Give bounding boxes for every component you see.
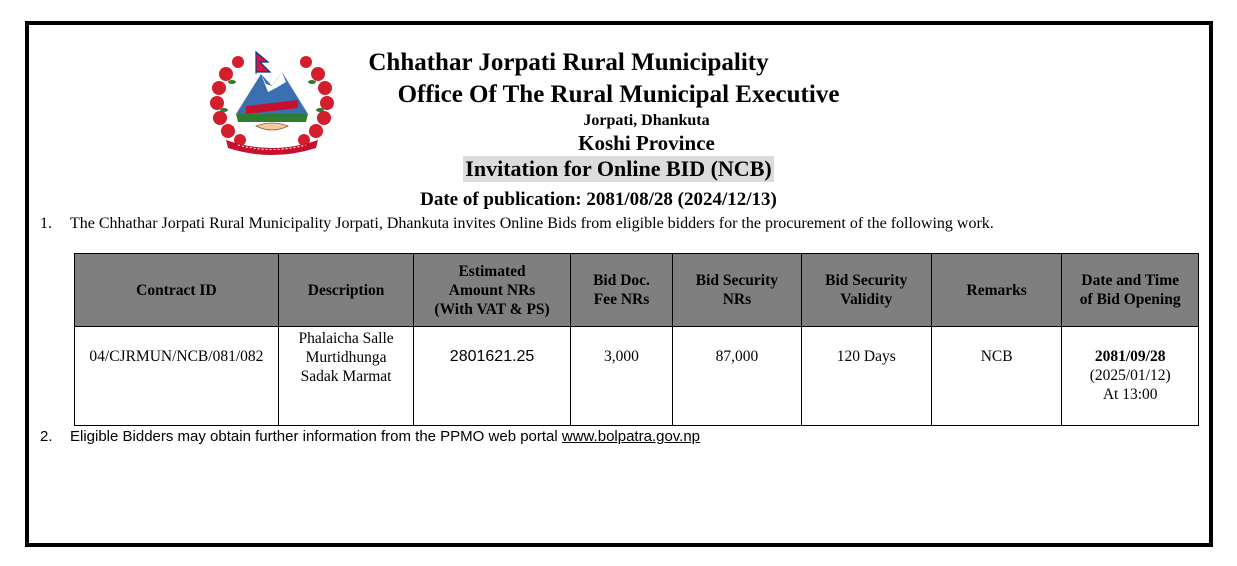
cell-estimated-amount: 2801621.25	[414, 327, 570, 426]
paragraph-number: 1.	[40, 215, 52, 232]
header-bid-security-validity: Bid Security Validity	[801, 254, 931, 327]
bid-table	[74, 253, 1199, 426]
paragraph-2	[40, 428, 700, 445]
municipality-name: Chhathar Jorpati Rural Municipality	[368, 49, 769, 76]
header-estimated-amount: Estimated Amount NRs (With VAT & PS)	[414, 254, 570, 327]
header-remarks: Remarks	[931, 254, 1061, 327]
paragraph-number: 2.	[40, 428, 53, 445]
cell-bid-doc-fee: 3,000	[570, 327, 672, 426]
bolpatra-link[interactable]: www.bolpatra.gov.np	[561, 428, 701, 445]
publication-date: Date of publication: 2081/08/28 (2024/12/13)	[420, 189, 777, 210]
paragraph-1	[40, 215, 994, 233]
paragraph-text: Eligible Bidders may obtain further information from the PPMO web portal	[70, 428, 562, 445]
paragraph-text: The Chhathar Jorpati Rural Municipality Jorpati, Dhankuta invites Online Bids from eligible bidders for the procurement of the following work.	[70, 215, 994, 232]
cell-validity: 120 Days	[801, 327, 931, 426]
notice-title: Invitation for Online BID (NCB)	[465, 156, 772, 181]
header-bid-security: Bid Security NRs	[673, 254, 801, 327]
office-name: Office Of The Rural Municipal Executive	[397, 81, 840, 108]
cell-contract-id: 04/CJRMUN/NCB/081/082	[75, 327, 279, 426]
table-header-row	[75, 254, 1199, 327]
address: Jorpati, Dhankuta	[583, 112, 710, 129]
header-description: Description	[278, 254, 414, 327]
table-row	[75, 327, 1199, 426]
header-bid-opening: Date and Time of Bid Opening	[1062, 254, 1199, 327]
cell-bid-opening: 2081/09/28 (2025/01/12) At 13:00	[1062, 327, 1199, 426]
cell-bid-security: 87,000	[673, 327, 801, 426]
header-contract-id: Contract ID	[75, 254, 279, 327]
header-bid-doc-fee: Bid Doc. Fee NRs	[570, 254, 672, 327]
province: Koshi Province	[578, 131, 715, 155]
cell-description: Phalaicha Salle Murtidhunga Sadak Marmat	[278, 327, 414, 426]
cell-remarks: NCB	[931, 327, 1061, 426]
